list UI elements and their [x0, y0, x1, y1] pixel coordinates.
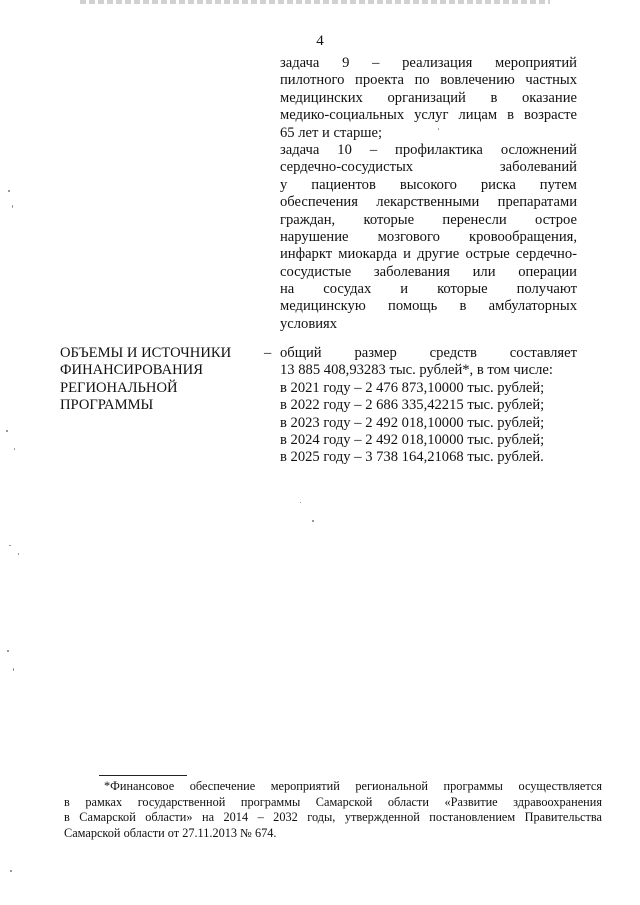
task-10-line: условиях	[280, 315, 338, 332]
scan-speck	[8, 190, 10, 192]
task-10-line: обеспечения лекарственными препаратами	[280, 194, 577, 211]
task-10-line: у пациентов высокого риска путем	[280, 176, 577, 193]
task-10-line: медицинскую помощь в амбулаторных	[280, 298, 577, 315]
funding-year-line: в 2021 году – 2 476 873,10000 тыс. рублей;	[280, 379, 545, 396]
task-9-line: медико-социальных услуг лицам в возрасте	[280, 107, 577, 124]
footnote-line: Самарской области от 27.11.2013 № 674.	[64, 825, 277, 840]
task-10	[280, 142, 577, 333]
task-10-line: задача 10 – профилактика осложнений	[280, 141, 577, 158]
task-10-line: сосудистые заболевания или операции	[280, 263, 577, 280]
scan-speck	[13, 668, 14, 671]
task-9-line: медицинских организаций в оказание	[280, 89, 577, 106]
scan-speck	[300, 502, 301, 503]
footnote-line: *Финансовое обеспечение мероприятий региональной программы осуществляется	[104, 779, 602, 793]
section-dash: –	[264, 345, 272, 361]
funding-year-line: в 2022 году – 2 686 335,42215 тыс. рублей;	[280, 397, 545, 414]
task-10-line: граждан, которые перенесли острое	[280, 211, 577, 228]
task-9-line: задача 9 – реализация мероприятий	[280, 55, 577, 71]
section-heading-line: ФИНАНСИРОВАНИЯ	[60, 362, 203, 379]
task-9	[280, 55, 577, 142]
task-list	[280, 55, 577, 333]
funding-details	[280, 345, 577, 467]
footnote-line: в Самарской области» на 2014 – 2032 годы, утвержденной постановлением Правительства	[64, 810, 602, 825]
scan-speck	[9, 545, 11, 546]
scan-speck	[10, 870, 12, 872]
section-heading-line: ПРОГРАММЫ	[60, 397, 154, 414]
task-9-line: 65 лет и старше;	[280, 124, 383, 141]
section-heading	[60, 345, 260, 415]
footnote	[64, 779, 602, 841]
scan-speck	[6, 430, 8, 432]
scan-speck	[18, 553, 19, 555]
funding-line: общий размер средств составляет	[280, 345, 577, 361]
funding-year-line: в 2024 году – 2 492 018,10000 тыс. рублей;	[280, 431, 545, 448]
scan-speck	[14, 448, 15, 450]
task-10-line: инфаркт миокарда и другие острые сердечно-	[280, 246, 577, 263]
scan-speck	[438, 128, 439, 130]
scan-top-edge-artifact	[80, 0, 550, 4]
footnote-separator	[99, 775, 187, 776]
funding-year-line: в 2025 году – 3 738 164,21068 тыс. рублей.	[280, 449, 544, 466]
task-10-line: сердечно-сосудистых заболеваний	[280, 159, 577, 176]
page-number: 4	[316, 33, 324, 49]
scan-speck	[312, 520, 314, 522]
section-heading-line: РЕГИОНАЛЬНОЙ	[60, 379, 178, 396]
funding-year-line: в 2023 году – 2 492 018,10000 тыс. рублей;	[280, 414, 545, 431]
scan-speck	[12, 205, 13, 208]
task-10-line: на сосудах и которые получают	[280, 281, 577, 298]
section-heading-line: ОБЪЕМЫ И ИСТОЧНИКИ	[60, 345, 232, 361]
funding-total-line: 13 885 408,93283 тыс. рублей*, в том числе:	[280, 362, 553, 379]
task-9-line: пилотного проекта по вовлечению частных	[280, 72, 577, 89]
footnote-line: в рамках государственной программы Самарской области «Развитие здравоохранения	[64, 794, 602, 809]
task-10-line: нарушение мозгового кровообращения,	[280, 228, 577, 245]
scan-speck	[7, 650, 9, 652]
